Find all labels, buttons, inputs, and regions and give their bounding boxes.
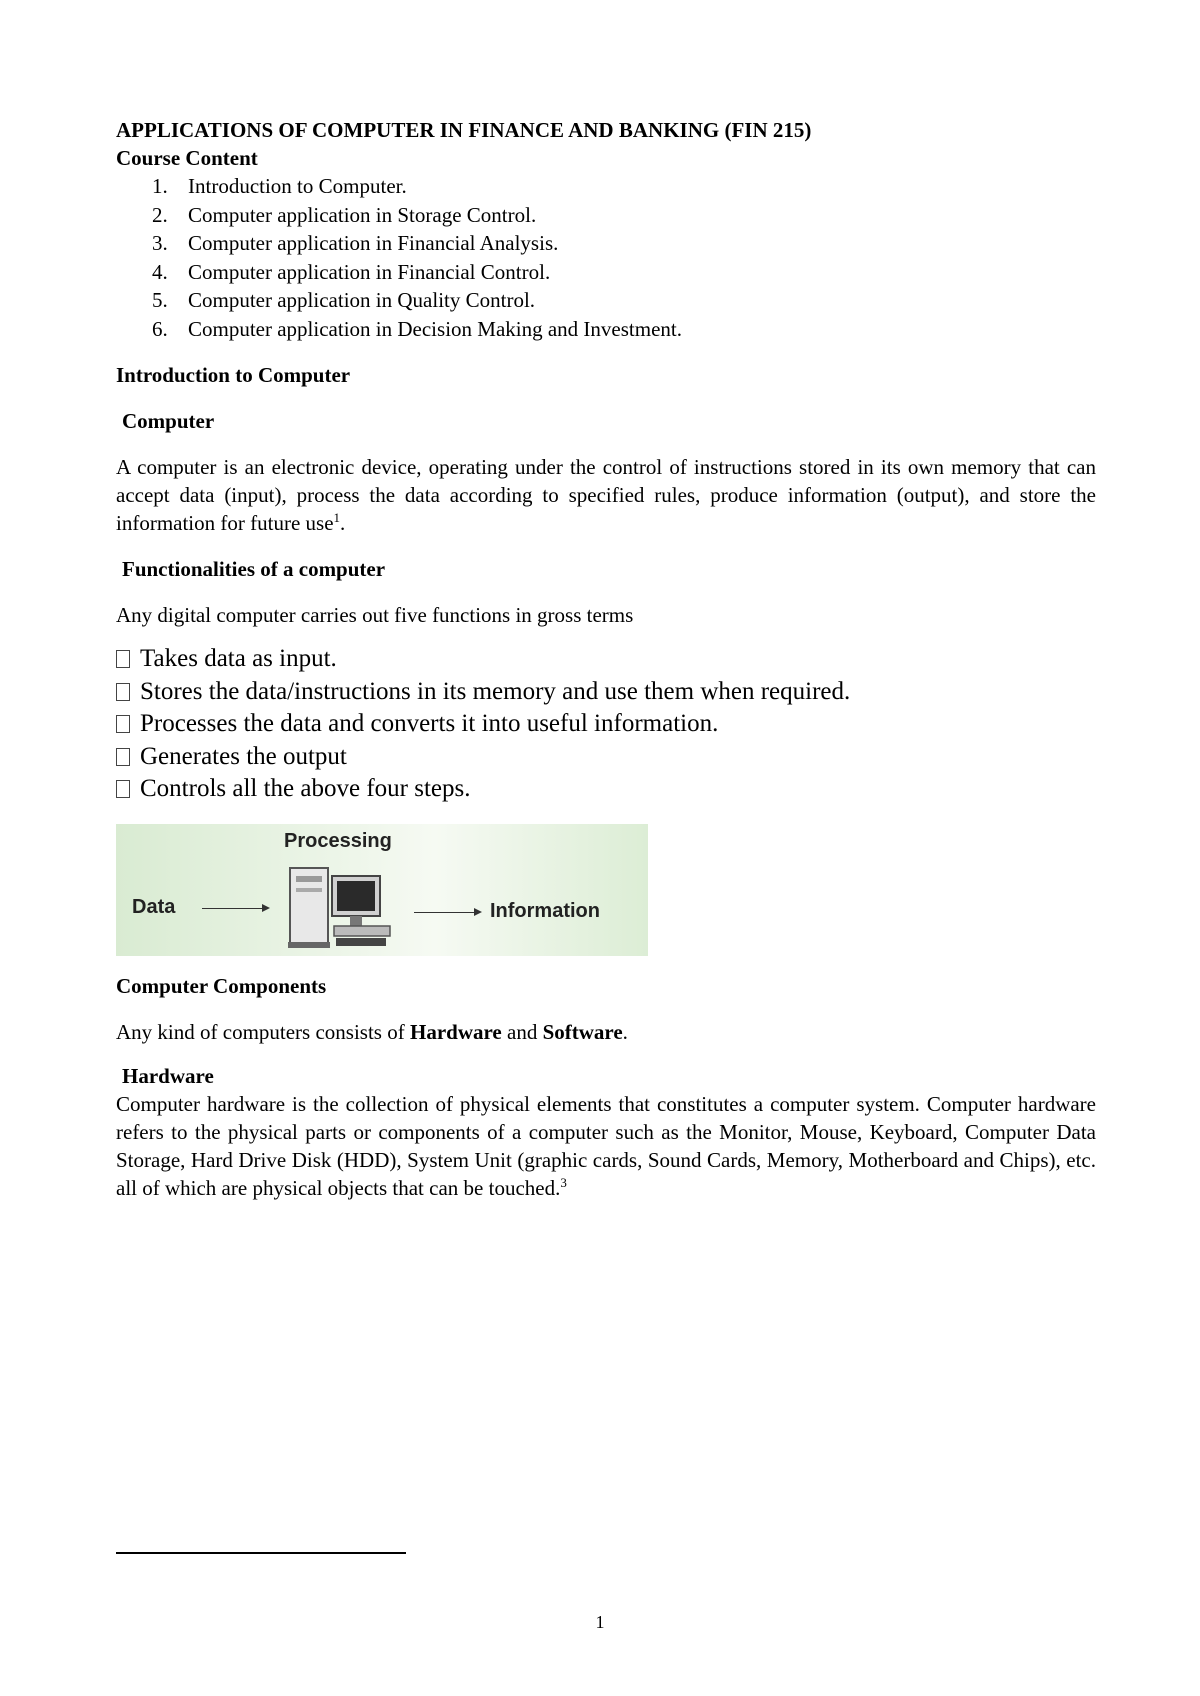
list-item: Controls all the above four steps. — [116, 773, 1096, 806]
list-item: Takes data as input. — [116, 643, 1096, 676]
course-content-heading: Course Content — [116, 146, 258, 170]
components-paragraph: Any kind of computers consists of Hardware and Software. — [116, 1019, 628, 1044]
checkbox-glyph-icon — [116, 780, 130, 798]
document-title: APPLICATIONS OF COMPUTER IN FINANCE AND BANKING (FIN 215) — [116, 118, 812, 142]
list-item: Processes the data and converts it into useful information. — [116, 708, 1096, 741]
checkbox-glyph-icon — [116, 650, 130, 668]
footnote-separator — [116, 1552, 406, 1554]
list-item: 4. Computer application in Financial Control. — [152, 259, 551, 284]
diagram-information-label: Information — [490, 899, 600, 922]
checkbox-glyph-icon — [116, 748, 130, 766]
list-item: Generates the output — [116, 741, 1096, 774]
computer-heading: Computer — [122, 409, 215, 433]
list-item: Stores the data/instructions in its memory and use them when required. — [116, 676, 1096, 709]
checkbox-glyph-icon — [116, 715, 130, 733]
hardware-heading: Hardware — [122, 1063, 214, 1088]
document-page — [116, 116, 1096, 1202]
functionalities-heading: Functionalities of a computer — [122, 557, 386, 581]
list-item: 6. Computer application in Decision Making and Investment. — [152, 316, 682, 341]
intro-heading: Introduction to Computer — [116, 363, 351, 387]
processing-diagram — [116, 824, 648, 956]
components-heading: Computer Components — [116, 973, 327, 998]
diagram-processing-label: Processing — [284, 829, 392, 852]
computer-paragraph: A computer is an electronic device, operating under the control of instructions stored in its own memory that can accept data (input), process the data according to specified rules, produce information (output), and store the information for future use$^1$. — [116, 455, 1096, 535]
diagram-data-label: Data — [132, 895, 176, 918]
checkbox-glyph-icon — [116, 683, 130, 701]
computer-icon — [286, 862, 394, 952]
list-item: 3. Computer application in Financial Analysis. — [152, 231, 559, 255]
list-item: 5. Computer application in Quality Control. — [152, 288, 536, 312]
functions-list — [116, 643, 1096, 806]
arrow-right-icon — [202, 908, 268, 909]
functionalities-intro: Any digital computer carries out five functions in gross terms — [116, 603, 634, 627]
list-item: 2. Computer application in Storage Control. — [152, 202, 537, 227]
list-item: 1. Introduction to Computer. — [152, 174, 407, 198]
page-number: 1 — [595, 1612, 605, 1632]
arrow-right-icon — [414, 912, 480, 913]
hardware-paragraph: Computer hardware is the collection of physical elements that constitutes a computer system. Computer hardware refers to the physical parts or components of a computer such as the Monitor, Mouse, Keyboard, Computer Data Storage, Hard Drive Disk (HDD), System Unit (graphic cards, Sound Cards, Memory, Motherboard and Chips), etc. all of which are physical objects that can be touched.$^3$ — [116, 1091, 1096, 1200]
course-content-list — [116, 172, 1096, 343]
